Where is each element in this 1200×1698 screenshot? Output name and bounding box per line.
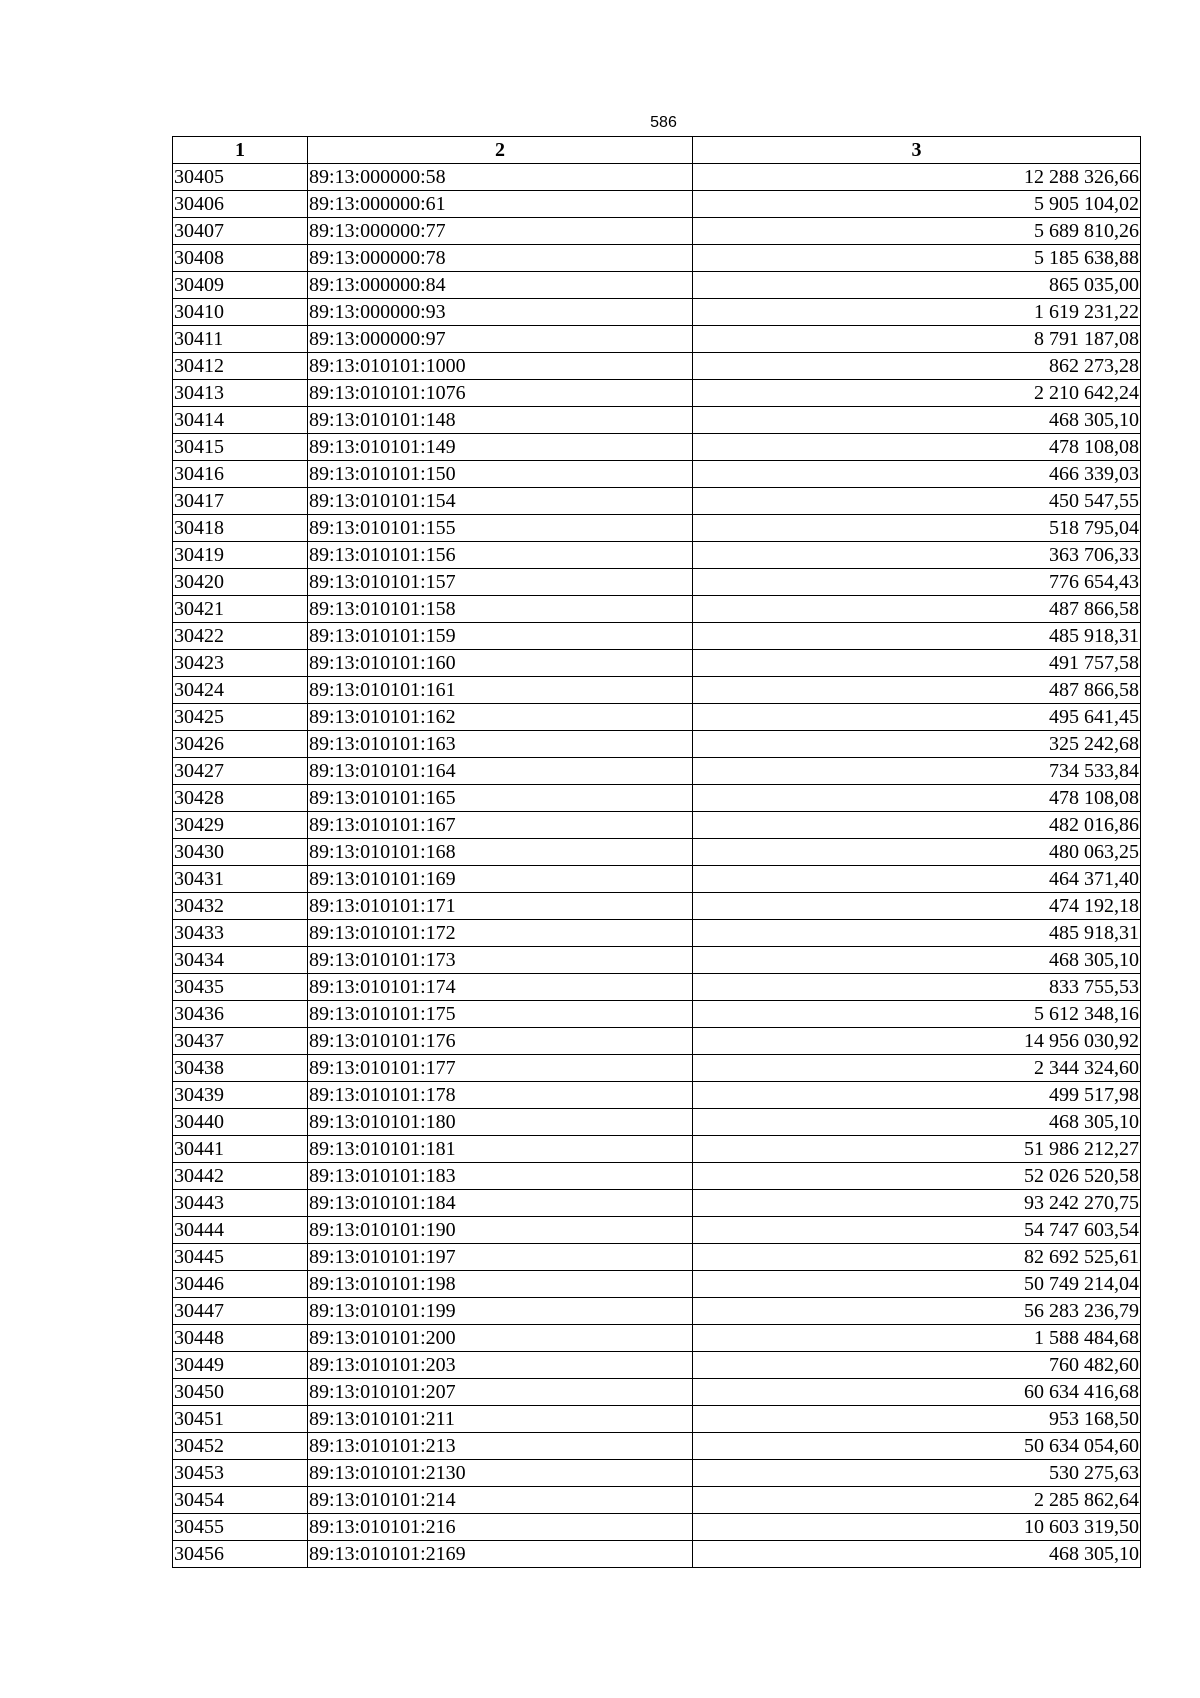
row-number-cell: 30439	[173, 1082, 308, 1109]
cadastral-number-cell: 89:13:000000:84	[308, 272, 693, 299]
cadastral-value-cell: 2 344 324,60	[693, 1055, 1141, 1082]
cadastral-number-cell: 89:13:000000:93	[308, 299, 693, 326]
table-row	[173, 1109, 1141, 1136]
row-number-cell: 30407	[173, 218, 308, 245]
cadastral-number-cell: 89:13:010101:180	[308, 1109, 693, 1136]
cadastral-value-cell: 953 168,50	[693, 1406, 1141, 1433]
row-number-cell: 30429	[173, 812, 308, 839]
table-row	[173, 1379, 1141, 1406]
table-row	[173, 1163, 1141, 1190]
table-row	[173, 515, 1141, 542]
cadastral-value-cell: 50 749 214,04	[693, 1271, 1141, 1298]
table-row	[173, 731, 1141, 758]
cadastral-number-cell: 89:13:010101:162	[308, 704, 693, 731]
cadastral-number-cell: 89:13:010101:181	[308, 1136, 693, 1163]
cadastral-value-cell: 1 588 484,68	[693, 1325, 1141, 1352]
cadastral-number-cell: 89:13:010101:168	[308, 839, 693, 866]
table-row	[173, 839, 1141, 866]
cadastral-value-cell: 8 791 187,08	[693, 326, 1141, 353]
cadastral-number-cell: 89:13:010101:176	[308, 1028, 693, 1055]
table-row	[173, 1298, 1141, 1325]
table-row	[173, 1001, 1141, 1028]
cadastral-number-cell: 89:13:000000:97	[308, 326, 693, 353]
cadastral-value-cell: 5 185 638,88	[693, 245, 1141, 272]
cadastral-number-cell: 89:13:010101:163	[308, 731, 693, 758]
table-row	[173, 1460, 1141, 1487]
cadastral-value-cell: 833 755,53	[693, 974, 1141, 1001]
cadastral-value-cell: 363 706,33	[693, 542, 1141, 569]
table-row	[173, 191, 1141, 218]
cadastral-value-cell: 12 288 326,66	[693, 164, 1141, 191]
cadastral-number-cell: 89:13:010101:154	[308, 488, 693, 515]
cadastral-value-cell: 491 757,58	[693, 650, 1141, 677]
row-number-cell: 30436	[173, 1001, 308, 1028]
row-number-cell: 30416	[173, 461, 308, 488]
table-row	[173, 1325, 1141, 1352]
cadastral-number-cell: 89:13:010101:213	[308, 1433, 693, 1460]
table-row	[173, 272, 1141, 299]
table-row	[173, 1541, 1141, 1568]
cadastral-number-cell: 89:13:010101:203	[308, 1352, 693, 1379]
cadastral-value-cell: 487 866,58	[693, 596, 1141, 623]
row-number-cell: 30448	[173, 1325, 308, 1352]
table-row	[173, 947, 1141, 974]
cadastral-number-cell: 89:13:010101:2169	[308, 1541, 693, 1568]
table-row	[173, 542, 1141, 569]
table-row	[173, 974, 1141, 1001]
table-row	[173, 1190, 1141, 1217]
cadastral-number-cell: 89:13:010101:216	[308, 1514, 693, 1541]
row-number-cell: 30420	[173, 569, 308, 596]
row-number-cell: 30450	[173, 1379, 308, 1406]
cadastral-number-cell: 89:13:010101:2130	[308, 1460, 693, 1487]
cadastral-number-cell: 89:13:010101:214	[308, 1487, 693, 1514]
row-number-cell: 30417	[173, 488, 308, 515]
cadastral-number-cell: 89:13:010101:172	[308, 920, 693, 947]
row-number-cell: 30453	[173, 1460, 308, 1487]
row-number-cell: 30408	[173, 245, 308, 272]
cadastral-value-cell: 54 747 603,54	[693, 1217, 1141, 1244]
table-row	[173, 623, 1141, 650]
table-row	[173, 893, 1141, 920]
row-number-cell: 30425	[173, 704, 308, 731]
row-number-cell: 30434	[173, 947, 308, 974]
table-row	[173, 650, 1141, 677]
row-number-cell: 30430	[173, 839, 308, 866]
row-number-cell: 30423	[173, 650, 308, 677]
cadastral-number-cell: 89:13:010101:150	[308, 461, 693, 488]
cadastral-value-cell: 734 533,84	[693, 758, 1141, 785]
table-row	[173, 1433, 1141, 1460]
table-row	[173, 407, 1141, 434]
table-row	[173, 1244, 1141, 1271]
cadastral-number-cell: 89:13:010101:177	[308, 1055, 693, 1082]
table-row	[173, 326, 1141, 353]
cadastral-number-cell: 89:13:000000:58	[308, 164, 693, 191]
cadastral-value-cell: 485 918,31	[693, 920, 1141, 947]
cadastral-number-cell: 89:13:000000:61	[308, 191, 693, 218]
table-row	[173, 920, 1141, 947]
cadastral-value-cell: 482 016,86	[693, 812, 1141, 839]
cadastral-value-cell: 2 285 862,64	[693, 1487, 1141, 1514]
cadastral-value-cell: 760 482,60	[693, 1352, 1141, 1379]
row-number-cell: 30411	[173, 326, 308, 353]
table-row	[173, 677, 1141, 704]
cadastral-value-cell: 865 035,00	[693, 272, 1141, 299]
cadastral-number-cell: 89:13:010101:199	[308, 1298, 693, 1325]
row-number-cell: 30405	[173, 164, 308, 191]
table-row	[173, 434, 1141, 461]
cadastral-value-cell: 60 634 416,68	[693, 1379, 1141, 1406]
table-body	[173, 164, 1141, 1568]
cadastral-value-cell: 5 689 810,26	[693, 218, 1141, 245]
row-number-cell: 30410	[173, 299, 308, 326]
row-number-cell: 30441	[173, 1136, 308, 1163]
table-row	[173, 461, 1141, 488]
table-row	[173, 758, 1141, 785]
cadastral-value-cell: 466 339,03	[693, 461, 1141, 488]
cadastral-number-cell: 89:13:010101:167	[308, 812, 693, 839]
row-number-cell: 30449	[173, 1352, 308, 1379]
row-number-cell: 30428	[173, 785, 308, 812]
cadastral-number-cell: 89:13:010101:178	[308, 1082, 693, 1109]
cadastral-value-cell: 776 654,43	[693, 569, 1141, 596]
cadastral-number-cell: 89:13:000000:78	[308, 245, 693, 272]
column-header-cadastral-number: 2	[308, 137, 693, 164]
cadastral-value-cell: 480 063,25	[693, 839, 1141, 866]
cadastral-value-cell: 485 918,31	[693, 623, 1141, 650]
table-row	[173, 245, 1141, 272]
cadastral-number-cell: 89:13:010101:197	[308, 1244, 693, 1271]
cadastral-number-cell: 89:13:010101:200	[308, 1325, 693, 1352]
table-row	[173, 1082, 1141, 1109]
cadastral-value-cell: 487 866,58	[693, 677, 1141, 704]
cadastral-number-cell: 89:13:010101:160	[308, 650, 693, 677]
cadastral-value-cell: 464 371,40	[693, 866, 1141, 893]
row-number-cell: 30415	[173, 434, 308, 461]
row-number-cell: 30409	[173, 272, 308, 299]
row-number-cell: 30454	[173, 1487, 308, 1514]
row-number-cell: 30452	[173, 1433, 308, 1460]
row-number-cell: 30440	[173, 1109, 308, 1136]
cadastral-value-cell: 450 547,55	[693, 488, 1141, 515]
row-number-cell: 30422	[173, 623, 308, 650]
cadastral-value-cell: 495 641,45	[693, 704, 1141, 731]
row-number-cell: 30455	[173, 1514, 308, 1541]
table-row	[173, 299, 1141, 326]
row-number-cell: 30445	[173, 1244, 308, 1271]
row-number-cell: 30447	[173, 1298, 308, 1325]
table-row	[173, 164, 1141, 191]
page-number: 586	[650, 114, 677, 131]
cadastral-number-cell: 89:13:010101:161	[308, 677, 693, 704]
cadastral-number-cell: 89:13:010101:211	[308, 1406, 693, 1433]
cadastral-value-cell: 52 026 520,58	[693, 1163, 1141, 1190]
cadastral-number-cell: 89:13:010101:173	[308, 947, 693, 974]
cadastral-value-cell: 325 242,68	[693, 731, 1141, 758]
cadastral-number-cell: 89:13:010101:169	[308, 866, 693, 893]
cadastral-value-cell: 2 210 642,24	[693, 380, 1141, 407]
cadastral-number-cell: 89:13:010101:149	[308, 434, 693, 461]
row-number-cell: 30438	[173, 1055, 308, 1082]
row-number-cell: 30427	[173, 758, 308, 785]
table-row	[173, 1352, 1141, 1379]
cadastral-value-cell: 50 634 054,60	[693, 1433, 1141, 1460]
table-row	[173, 866, 1141, 893]
row-number-cell: 30424	[173, 677, 308, 704]
row-number-cell: 30437	[173, 1028, 308, 1055]
table-row	[173, 596, 1141, 623]
table-header-row	[173, 137, 1141, 164]
cadastral-value-cell: 474 192,18	[693, 893, 1141, 920]
cadastral-number-cell: 89:13:010101:1000	[308, 353, 693, 380]
cadastral-number-cell: 89:13:010101:1076	[308, 380, 693, 407]
table-row	[173, 1055, 1141, 1082]
row-number-cell: 30426	[173, 731, 308, 758]
cadastral-value-cell: 468 305,10	[693, 1541, 1141, 1568]
table-row	[173, 488, 1141, 515]
row-number-cell: 30442	[173, 1163, 308, 1190]
cadastral-value-cell: 518 795,04	[693, 515, 1141, 542]
row-number-cell: 30446	[173, 1271, 308, 1298]
table-row	[173, 1514, 1141, 1541]
table-row	[173, 812, 1141, 839]
cadastral-value-cell: 530 275,63	[693, 1460, 1141, 1487]
table-row	[173, 785, 1141, 812]
cadastral-value-cell: 499 517,98	[693, 1082, 1141, 1109]
cadastral-number-cell: 89:13:010101:165	[308, 785, 693, 812]
table-row	[173, 380, 1141, 407]
cadastral-value-cell: 478 108,08	[693, 434, 1141, 461]
cadastral-number-cell: 89:13:000000:77	[308, 218, 693, 245]
table-row	[173, 1271, 1141, 1298]
cadastral-value-cell: 468 305,10	[693, 947, 1141, 974]
cadastral-value-cell: 468 305,10	[693, 1109, 1141, 1136]
row-number-cell: 30418	[173, 515, 308, 542]
cadastral-number-cell: 89:13:010101:198	[308, 1271, 693, 1298]
cadastral-value-cell: 5 612 348,16	[693, 1001, 1141, 1028]
cadastral-value-cell: 478 108,08	[693, 785, 1141, 812]
row-number-cell: 30414	[173, 407, 308, 434]
table-row	[173, 569, 1141, 596]
cadastral-value-cell: 56 283 236,79	[693, 1298, 1141, 1325]
cadastral-number-cell: 89:13:010101:174	[308, 974, 693, 1001]
cadastral-number-cell: 89:13:010101:155	[308, 515, 693, 542]
row-number-cell: 30444	[173, 1217, 308, 1244]
row-number-cell: 30421	[173, 596, 308, 623]
row-number-cell: 30456	[173, 1541, 308, 1568]
row-number-cell: 30431	[173, 866, 308, 893]
cadastral-number-cell: 89:13:010101:148	[308, 407, 693, 434]
row-number-cell: 30432	[173, 893, 308, 920]
table-row	[173, 1406, 1141, 1433]
cadastral-value-cell: 5 905 104,02	[693, 191, 1141, 218]
cadastral-number-cell: 89:13:010101:183	[308, 1163, 693, 1190]
table-row	[173, 1028, 1141, 1055]
cadastral-value-cell: 1 619 231,22	[693, 299, 1141, 326]
row-number-cell: 30451	[173, 1406, 308, 1433]
cadastral-value-cell: 468 305,10	[693, 407, 1141, 434]
cadastral-value-cell: 51 986 212,27	[693, 1136, 1141, 1163]
cadastral-number-cell: 89:13:010101:157	[308, 569, 693, 596]
table-row	[173, 1136, 1141, 1163]
cadastral-number-cell: 89:13:010101:175	[308, 1001, 693, 1028]
cadastral-number-cell: 89:13:010101:164	[308, 758, 693, 785]
cadastral-number-cell: 89:13:010101:190	[308, 1217, 693, 1244]
cadastral-number-cell: 89:13:010101:171	[308, 893, 693, 920]
cadastral-value-cell: 14 956 030,92	[693, 1028, 1141, 1055]
cadastral-number-cell: 89:13:010101:156	[308, 542, 693, 569]
cadastral-number-cell: 89:13:010101:158	[308, 596, 693, 623]
cadastral-value-cell: 82 692 525,61	[693, 1244, 1141, 1271]
row-number-cell: 30413	[173, 380, 308, 407]
table-row	[173, 1487, 1141, 1514]
table-row	[173, 1217, 1141, 1244]
cadastral-value-table	[172, 136, 1141, 1568]
table-row	[173, 218, 1141, 245]
row-number-cell: 30435	[173, 974, 308, 1001]
cadastral-number-cell: 89:13:010101:159	[308, 623, 693, 650]
table-row	[173, 704, 1141, 731]
cadastral-value-cell: 93 242 270,75	[693, 1190, 1141, 1217]
cadastral-value-cell: 862 273,28	[693, 353, 1141, 380]
row-number-cell: 30443	[173, 1190, 308, 1217]
column-header-number: 1	[173, 137, 308, 164]
table-row	[173, 353, 1141, 380]
cadastral-value-cell: 10 603 319,50	[693, 1514, 1141, 1541]
row-number-cell: 30433	[173, 920, 308, 947]
row-number-cell: 30419	[173, 542, 308, 569]
cadastral-number-cell: 89:13:010101:184	[308, 1190, 693, 1217]
row-number-cell: 30412	[173, 353, 308, 380]
row-number-cell: 30406	[173, 191, 308, 218]
cadastral-number-cell: 89:13:010101:207	[308, 1379, 693, 1406]
column-header-value: 3	[693, 137, 1141, 164]
